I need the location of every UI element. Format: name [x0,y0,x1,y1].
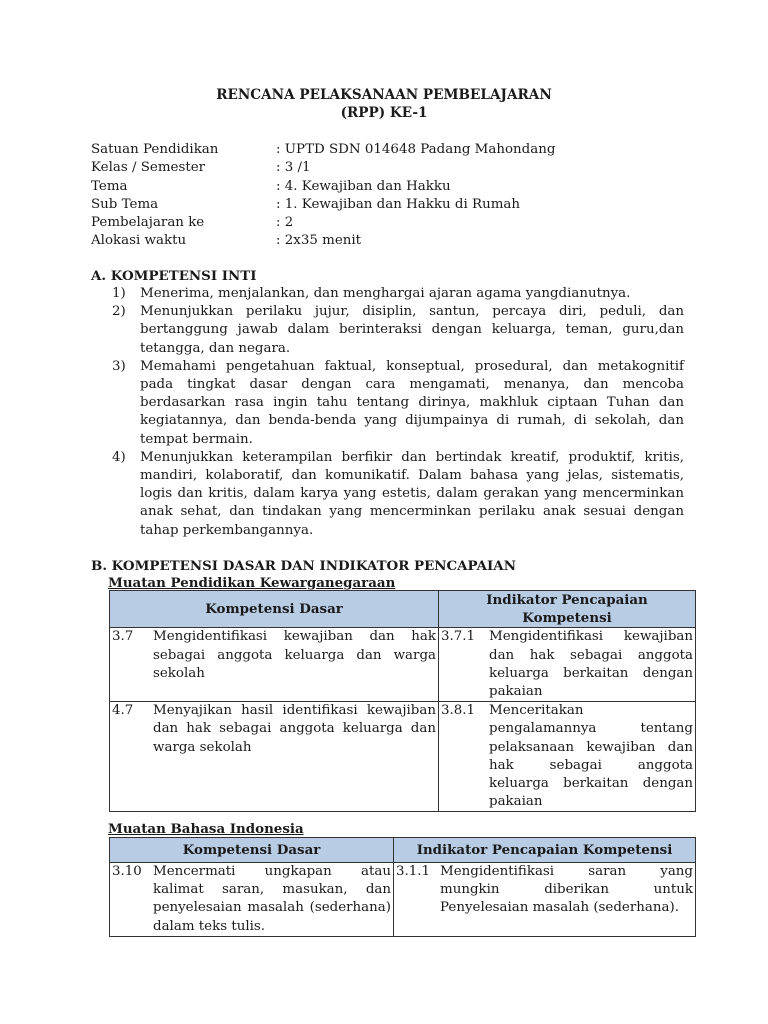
indicator-code: 3.8.1 [441,703,476,719]
table-row [110,863,696,937]
info-row [91,141,555,159]
column-header: Indikator Pencapaian Kompetensi [439,591,696,628]
list-number: 3) [112,358,126,374]
table-header-row [110,838,696,863]
kd-text: Mencermati ungkapan atau kalimat saran, masukan, dan penyelesaian masalah (sederhana) dalam teks tulis. [153,864,391,934]
info-row [91,178,555,196]
info-label: Tema [91,178,128,194]
info-label: Satuan Pendidikan [91,142,219,157]
table1-subtitle: Muatan Pendidikan Kewarganegaraan [108,575,396,591]
kd-code: 3.10 [112,864,142,879]
list-item [112,449,684,540]
section-a-heading: A. KOMPETENSI INTI [91,268,257,284]
column-header: Indikator Pencapaian Kompetensi [394,838,696,863]
list-item [112,285,684,303]
kd-code: 4.7 [112,703,134,719]
info-row [91,232,555,250]
table2-subtitle: Muatan Bahasa Indonesia [108,821,304,837]
column-header: Kompetensi Dasar [110,838,394,863]
info-label: Kelas / Semester [91,160,206,176]
info-value: : UPTD SDN 014648 Padang Mahondang [276,142,556,157]
document-title: RENCANA PELAKSANAAN PEMBELAJARAN [216,87,552,103]
info-row [91,196,555,214]
identity-info [91,141,555,251]
info-label: Alokasi waktu [91,233,187,249]
indicator-code: 3.1.1 [396,864,431,879]
info-value: : 3 /1 [276,160,311,176]
list-text: Menerima, menjalankan, dan menghargai ajaran agama yangdianutnya. [140,286,631,301]
kd-code: 3.7 [112,629,134,645]
table-cell [110,628,439,702]
info-value: : 1. Kewajiban dan Hakku di Rumah [276,196,521,212]
list-number: 2) [112,304,126,320]
document-subtitle: (RPP) KE-1 [340,105,428,121]
table-cell [110,863,394,937]
table-cell [439,628,696,702]
info-row [91,159,555,177]
info-label: Pembelajaran ke [91,215,205,231]
list-number: 1) [112,286,126,301]
info-label: Sub Tema [91,196,159,212]
table-row [110,628,696,702]
table-cell [110,702,439,812]
kd-table-pkn [109,590,696,812]
table-cell [394,863,696,937]
indicator-text: Menceritakan pengalamannya tentang pelaksanaan kewajiban dan hak sebagai anggota keluarga berkaitan dengan pakaian [489,703,693,810]
list-text: Menunjukkan perilaku jujur, disiplin, santun, percaya diri, peduli, dan bertanggung jawab dalam berinteraksi dengan keluarga, teman, guru,dan tetangga, dan negara. [140,304,684,356]
table-header-row [110,591,696,628]
list-item [112,358,684,449]
info-row [91,214,555,232]
info-value: : 4. Kewajiban dan Hakku [276,178,451,194]
kd-table-bahasa-indonesia [109,837,696,937]
indicator-text: Mengidentifikasi saran yang mungkin diberikan untuk Penyelesaian masalah (sederhana). [440,864,693,916]
list-text: Menunjukkan keterampilan berfikir dan bertindak kreatif, produktif, kritis, mandiri, kolaboratif, dan komunikatif. Dalam bahasa yang jelas, sistematis, logis dan kritis, dalam karya yang estetis, dalam gerakan yang mencerminkan anak sehat, dan tindakan yang mencerminkan perilaku anak sesuai dengan tahap perkembangannya. [140,449,684,538]
list-number: 4) [112,449,126,465]
kd-text: Mengidentifikasi kewajiban dan hak sebagai anggota keluarga dan warga sekolah [153,629,436,681]
info-value: : 2x35 menit [276,233,362,249]
kompetensi-inti-list [112,285,684,540]
kd-text: Menyajikan hasil identifikasi kewajiban dan hak sebagai anggota keluarga dan warga sekolah [153,703,436,755]
info-value: : 2 [276,215,294,231]
indicator-code: 3.7.1 [441,629,476,645]
table-cell [439,702,696,812]
list-item [112,303,684,358]
indicator-text: Mengidentifikasi kewajiban dan hak sebagai anggota keluarga berkaitan dengan pakaian [489,629,693,700]
section-b-heading: B. KOMPETENSI DASAR DAN INDIKATOR PENCAPAIAN [91,558,516,574]
list-text: Memahami pengetahuan faktual, konseptual, prosedural, dan metakognitif pada tingkat dasar dengan cara mengamati, menanya, dan mencoba berdasarkan rasa ingin tahu tentang dirinya, makhluk ciptaan Tuhan dan kegiatannya, dan benda-benda yang dijumpainya di rumah, di sekolah, dan tempat bermain. [140,358,684,447]
column-header: Kompetensi Dasar [110,591,439,628]
table-row [110,702,696,812]
